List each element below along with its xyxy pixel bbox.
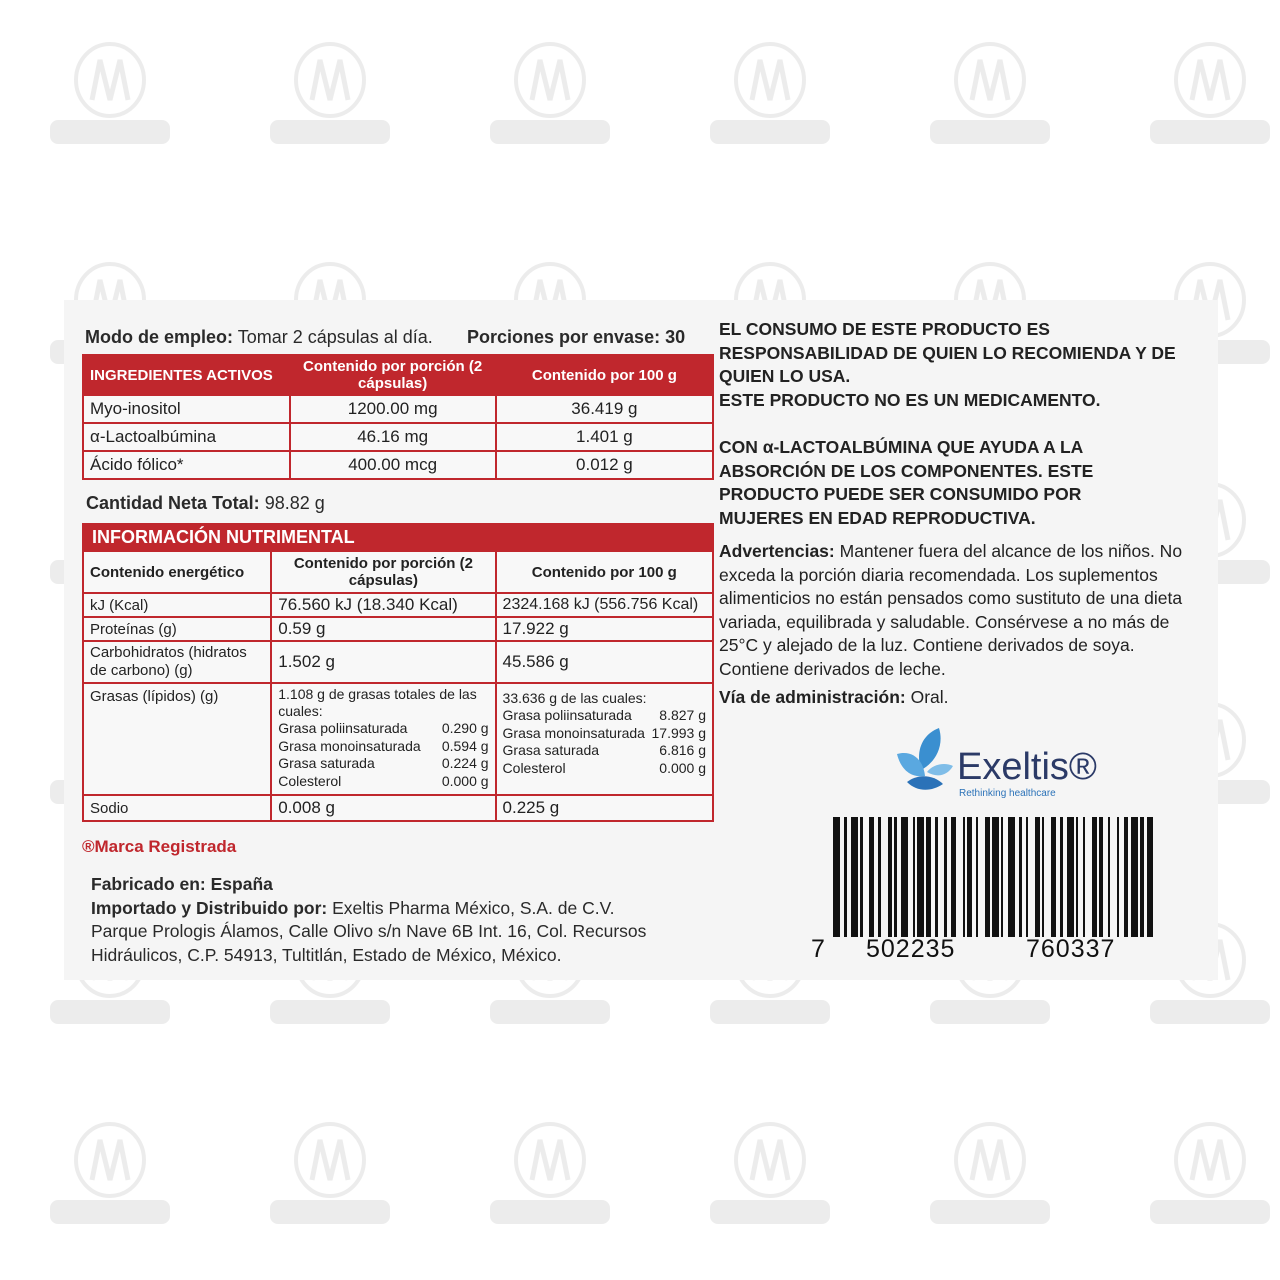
- energy-header: Contenido energético: [83, 551, 271, 593]
- route-label: Vía de administración:: [719, 687, 906, 707]
- watermark-logo: [1140, 1120, 1280, 1230]
- fat-item: [278, 755, 488, 773]
- barcode-bar: [833, 817, 840, 937]
- table-row: [83, 683, 713, 795]
- table-row: [83, 395, 713, 423]
- table-row: [83, 451, 713, 479]
- barcode-bar: [1110, 817, 1117, 937]
- route-line: [719, 686, 1199, 710]
- lactalbumin-claim: CON α-LACTOALBÚMINA QUE AYUDA A LA ABSORCIÓN DE LOS COMPONENTES. ESTE PRODUCTO PUEDE SER CONSUMIDO POR MUJERES EN EDAD REPRODUCTIVA.: [719, 437, 1094, 528]
- barcode-bar: [1085, 817, 1092, 937]
- warnings-label: Advertencias:: [719, 541, 835, 561]
- exeltis-logo: [893, 724, 1123, 804]
- usage-label: Modo de empleo:: [85, 327, 233, 347]
- watermark-logo: [260, 1120, 400, 1230]
- fats-portion-cell: [271, 683, 495, 795]
- protein-label: Proteínas (g): [83, 617, 271, 641]
- carbs-per100: 45.586 g: [496, 641, 713, 683]
- fat-name: Colesterol: [502, 759, 566, 776]
- ingredient-per100: 36.419 g: [496, 395, 713, 423]
- sodium-portion: 0.008 g: [271, 795, 495, 821]
- ingredient-name: Ácido fólico*: [83, 451, 290, 479]
- per100-header: Contenido por 100 g: [496, 355, 713, 395]
- barcode-bar: [1067, 817, 1074, 937]
- table-row: [83, 617, 713, 641]
- table-row: [83, 795, 713, 821]
- fat-item: [278, 773, 488, 791]
- fats-portion-intro: 1.108 g de grasas totales de las cuales:: [278, 686, 477, 719]
- barcode: [833, 817, 1159, 937]
- barcode-bar: [1028, 817, 1035, 937]
- portion-header: Contenido por porción (2 cápsulas): [290, 355, 496, 395]
- servings-text: Porciones por envase: 30: [467, 327, 686, 347]
- watermark-logo: [920, 1120, 1060, 1230]
- watermark-logo: [1140, 40, 1280, 150]
- fat-item: [503, 707, 706, 725]
- barcode-bar: [1147, 817, 1154, 937]
- ingredient-name: Myo-inositol: [83, 395, 290, 423]
- barcode-bar: [978, 817, 985, 937]
- fats-label: Grasas (lípidos) (g): [83, 683, 271, 795]
- trademark-note: ®Marca Registrada: [82, 837, 237, 856]
- nutrition-portion-header: Contenido por porción (2 cápsulas): [271, 551, 495, 593]
- carbs-label: Carbohidratos (hidratos de carbono) (g): [83, 641, 271, 683]
- leaf-icon: [893, 724, 955, 794]
- fat-value: 0.224 g: [441, 755, 489, 771]
- importer: [91, 897, 731, 921]
- fat-name: Grasa monoinsaturada: [278, 737, 421, 754]
- brand-name: Exeltis®: [957, 746, 1097, 788]
- fat-value: 0.290 g: [441, 720, 489, 736]
- warnings-block: [719, 540, 1199, 681]
- made-label: Fabricado en:: [91, 874, 206, 894]
- fat-name: Grasa saturada: [502, 742, 600, 758]
- kj-label: kJ (Kcal): [83, 593, 271, 617]
- protein-per100: 17.922 g: [496, 617, 713, 641]
- watermark-logo: [40, 40, 180, 150]
- fat-value: 0.000 g: [441, 772, 489, 789]
- responsibility-warning: EL CONSUMO DE ESTE PRODUCTO ES RESPONSABILIDAD DE QUIEN LO RECOMIENDA Y DE QUIEN LO USA.: [719, 319, 1176, 386]
- net-total-label: Cantidad Neta Total:: [86, 493, 260, 513]
- fat-name: Colesterol: [278, 772, 342, 789]
- fat-name: Grasa monoinsaturada: [502, 724, 645, 741]
- watermark-logo: [920, 40, 1060, 150]
- barcode-bar: [851, 817, 858, 937]
- barcode-bar: [917, 817, 924, 937]
- fats-per100-cell: [496, 683, 713, 795]
- ingredient-portion: 1200.00 mg: [290, 395, 496, 423]
- barcode-bar: [1153, 817, 1158, 937]
- ingredient-per100: 0.012 g: [496, 451, 713, 479]
- table-row: [83, 423, 713, 451]
- fat-value: 0.594 g: [441, 737, 489, 754]
- fat-value: 8.827 g: [659, 707, 706, 723]
- ingredient-name: α-Lactoalbúmina: [83, 423, 290, 451]
- usage-text: Tomar 2 cápsulas al día.: [237, 327, 433, 347]
- ingredient-portion: 46.16 mg: [290, 423, 496, 451]
- fat-item: [503, 742, 706, 760]
- table-row: [83, 593, 713, 617]
- barcode-left-digits: 502235: [866, 935, 956, 963]
- ingredient-per100: 1.401 g: [496, 423, 713, 451]
- sodium-label: Sodio: [83, 795, 271, 821]
- watermark-logo: [40, 1120, 180, 1230]
- fat-name: Grasa saturada: [278, 755, 375, 771]
- fat-value: 17.993 g: [651, 724, 706, 741]
- nutrition-table: [82, 550, 714, 822]
- active-ingredients-table: [82, 354, 714, 480]
- kj-portion: 76.560 kJ (18.340 Kcal): [271, 593, 495, 617]
- carbs-portion: 1.502 g: [271, 641, 495, 683]
- not-medicine-warning: ESTE PRODUCTO NO ES UN MEDICAMENTO.: [719, 390, 1101, 410]
- fats-per100-intro: 33.636 g de las cuales:: [502, 690, 647, 706]
- fat-value: 6.816 g: [659, 742, 706, 758]
- warnings-text: Mantener fuera del alcance de los niños. No exceda la porción diaria recomendada. Los suplementos alimenticios no están pensados como sustituto de una dieta variada, equilibrada y saludable. Consérvese a no más de 25°C y alejado de la luz. Contiene derivados de soya. Contiene derivados de leche.: [719, 541, 1183, 679]
- importer-label: Importado y Distribuido por:: [91, 897, 328, 918]
- sodium-per100: 0.225 g: [496, 795, 713, 821]
- made-value: España: [210, 874, 273, 894]
- table-row: [83, 641, 713, 683]
- address-line: Parque Prologis Álamos, Calle Olivo s/n Nave 6B Int. 16, Col. Recursos: [91, 921, 647, 941]
- net-total: [86, 493, 325, 514]
- nutrition-title: INFORMACIÓN NUTRIMENTAL: [82, 523, 714, 550]
- ingredients-header: INGREDIENTES ACTIVOS: [83, 355, 290, 395]
- brand-tagline: Rethinking healthcare: [959, 788, 1056, 799]
- barcode-bar: [901, 817, 908, 937]
- made-in: [91, 873, 731, 897]
- importer-value: Exeltis Pharma México, S.A. de C.V.: [332, 897, 615, 918]
- ingredient-portion: 400.00 mcg: [290, 451, 496, 479]
- watermark-logo: [700, 40, 840, 150]
- fat-value: 0.000 g: [659, 759, 706, 776]
- barcode-bar: [863, 817, 870, 937]
- usage-line: [85, 327, 433, 348]
- barcode-bar: [1008, 817, 1015, 937]
- fat-item: [503, 760, 706, 778]
- address-line: Hidráulicos, C.P. 54913, Tultitlán, Estado de México, México.: [91, 944, 562, 965]
- manufacturer-info: [91, 873, 731, 967]
- nutrition-per100-header: Contenido por 100 g: [496, 551, 713, 593]
- watermark-logo: [700, 1120, 840, 1230]
- barcode-first-digit: 7: [811, 935, 826, 963]
- barcode-bar: [938, 817, 945, 937]
- fat-item: [278, 720, 488, 738]
- kj-per100: 2324.168 kJ (556.756 Kcal): [496, 593, 713, 617]
- barcode-bar: [1044, 817, 1051, 937]
- watermark-logo: [260, 40, 400, 150]
- fat-name: Grasa poliinsaturada: [502, 707, 632, 723]
- barcode-bar: [1131, 817, 1138, 937]
- barcode-bar: [992, 817, 999, 937]
- fat-item: [503, 725, 706, 743]
- barcode-right-digits: 760337: [1026, 935, 1116, 963]
- fat-item: [278, 738, 488, 756]
- watermark-logo: [480, 1120, 620, 1230]
- watermark-logo: [480, 40, 620, 150]
- fat-name: Grasa poliinsaturada: [278, 720, 408, 736]
- protein-portion: 0.59 g: [271, 617, 495, 641]
- route-value: Oral.: [910, 687, 949, 707]
- barcode-bar: [881, 817, 888, 937]
- net-total-value: 98.82 g: [264, 493, 325, 513]
- barcode-bar: [956, 817, 963, 937]
